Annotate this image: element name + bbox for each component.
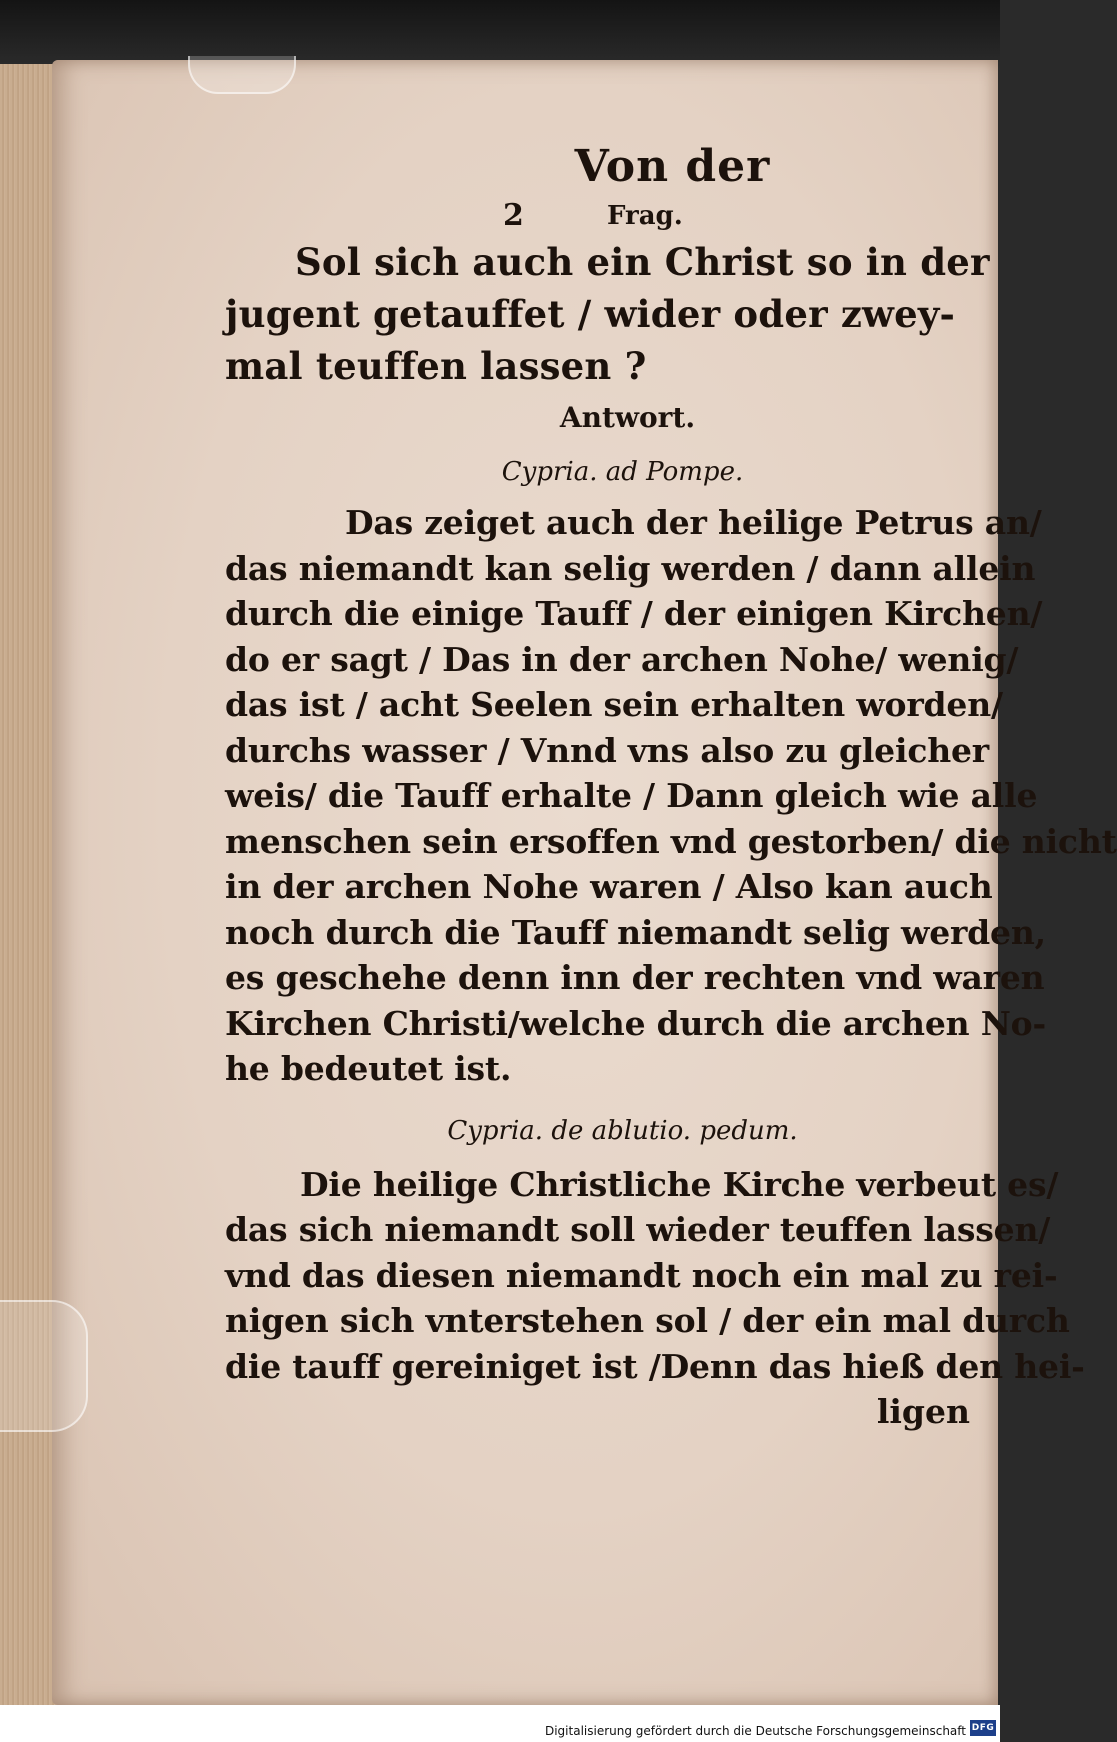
catchword: ligen — [876, 1392, 970, 1431]
question-label: Frag. — [607, 201, 683, 231]
text-line: durchs wasser / Vnnd vns also zu gleicher — [225, 730, 989, 770]
text-line: Das zeiget auch der heilige Petrus an/ — [345, 503, 1042, 542]
text-line: he bedeutet ist. — [225, 1049, 512, 1088]
page-text — [225, 138, 1117, 1434]
text-line: durch die einige Tauff / der einigen Kirchen/ — [225, 594, 1043, 633]
citation-2: Cypria. de ablutio. pedum. — [447, 1115, 798, 1146]
clamp-left — [0, 1300, 88, 1432]
text-line: noch durch die Tauff niemandt selig werden, — [225, 912, 1046, 952]
question-line: Sol sich auch ein Christ so in der — [295, 240, 990, 284]
text-line: das ist / acht Seelen sein erhalten worden/ — [225, 685, 1003, 724]
citation-1: Cypria. ad Pompe. — [501, 457, 744, 487]
digitization-credit: Digitalisierung gefördert durch die Deutsche Forschungsgemeinschaft — [544, 1724, 966, 1738]
text-line: nigen sich vnterstehen sol / der ein mal durch — [225, 1301, 1070, 1340]
answer-heading: Antwort. — [559, 401, 696, 434]
text-line: Kirchen Christi/welche durch die archen No- — [225, 1003, 1046, 1043]
paragraph-2 — [225, 1162, 1085, 1390]
text-line: Die heilige Christliche Kirche verbeut es/ — [300, 1164, 1059, 1204]
page-edges — [0, 64, 60, 1705]
question-text — [225, 236, 990, 392]
question-line: mal teuffen lassen ? — [225, 344, 647, 388]
question-line: jugent getauffet / wider oder zwey- — [225, 292, 956, 336]
text-line: menschen sein ersoffen vnd gestorben/ die nicht — [225, 821, 1117, 861]
text-line: do er sagt / Das in der archen Nohe/ wenig/ — [225, 639, 1019, 679]
text-line: die tauff gereiniget ist /Denn das hieß den hei- — [225, 1346, 1085, 1386]
text-line: es geschehe denn inn der rechten vnd waren — [225, 958, 1045, 997]
running-head: Von der — [574, 141, 771, 192]
text-line: weis/ die Tauff erhalte / Dann gleich wie alle — [225, 776, 1038, 815]
text-line: das sich niemandt soll wieder teuffen lassen/ — [225, 1210, 1051, 1249]
text-line: vnd das diesen niemandt noch ein mal zu rei- — [225, 1255, 1058, 1295]
paragraph-1 — [225, 500, 1117, 1092]
clamp-top — [188, 56, 296, 94]
text-line: das niemandt kan selig werden / dann allein — [225, 548, 1036, 588]
question-number: 2 — [503, 198, 524, 233]
text-line: in der archen Nohe waren / Also kan auch — [225, 867, 993, 906]
dfg-logo: DFG — [970, 1720, 996, 1736]
question-heading — [225, 196, 970, 236]
